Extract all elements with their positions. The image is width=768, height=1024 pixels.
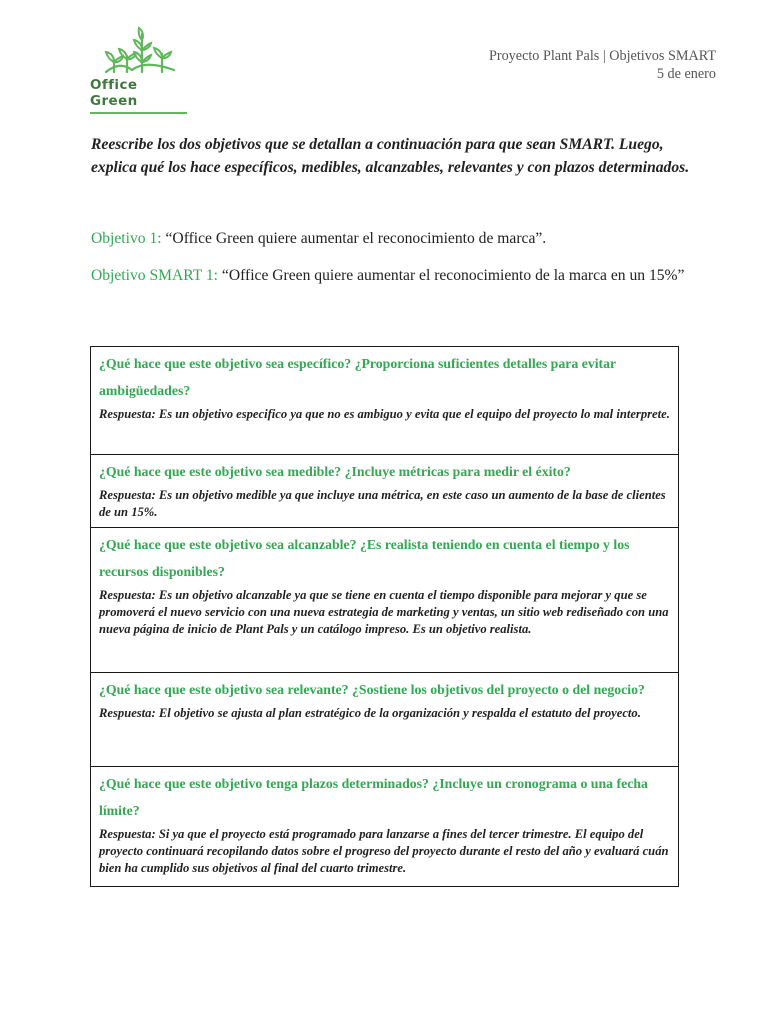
objective-smart-1 [91, 265, 701, 288]
logo-text: Office Green [90, 77, 138, 109]
instructions: Reescribe los dos objetivos que se detallan a continuación para que sean SMART. Luego, explica qué los hace específicos, medibles, alcanzables, relevantes y con plazos determinados. [91, 136, 690, 176]
answer-time-bound: Respuesta: Si ya que el proyecto está programado para lanzarse a fines del tercer trimestre. El equipo del proyecto continuará recopilando datos sobre el progreso del proyecto durante el resto del año y evaluará cuán bien ha cumplido sus objetivos al final del cuarto trimestre. [99, 827, 669, 875]
question-time-bound: ¿Qué hace que este objetivo tenga plazos determinados? ¿Incluye un cronograma o una fecha límite? [99, 776, 648, 818]
table-row-specific [91, 347, 679, 455]
table-row-relevant [91, 673, 679, 767]
answer-specific: Respuesta: Es un objetivo especifico ya que no es ambiguo y evita que el equipo del proyecto lo mal interprete. [99, 407, 670, 421]
question-measurable: ¿Qué hace que este objetivo sea medible? ¿Incluye métricas para medir el éxito? [99, 464, 571, 479]
table-row-time-bound [91, 767, 679, 887]
table-row-measurable [91, 455, 679, 528]
office-green-logo [90, 26, 190, 114]
objective-smart-1-label: Objetivo SMART 1: [91, 267, 219, 284]
header-date: 5 de enero [656, 66, 716, 82]
answer-achievable: Respuesta: Es un objetivo alcanzable ya que se tiene en cuenta el tiempo disponible para mejorar y que se promoverá el nuevo servicio con una nueva estrategia de marketing y ventas, un sitio web rediseñado con una nueva página de inicio de Plant Pals y un catálogo impreso. Es un objetivo realista. [99, 588, 669, 636]
question-specific: ¿Qué hace que este objetivo sea específico? ¿Proporciona suficientes detalles para evitar ambigüedades? [99, 356, 616, 398]
objective-smart-1-text: “Office Green quiere aumentar el reconocimiento de la marca en un 15%” [218, 267, 685, 284]
answer-relevant: Respuesta: El objetivo se ajusta al plan estratégico de la organización y respalda el estatuto del proyecto. [99, 706, 641, 720]
question-achievable: ¿Qué hace que este objetivo sea alcanzable? ¿Es realista teniendo en cuenta el tiempo y los recursos disponibles? [99, 537, 630, 579]
objective-1 [91, 228, 701, 251]
table-row-achievable [91, 528, 679, 673]
header-project-line: Proyecto Plant Pals | Objetivos SMART [488, 48, 716, 64]
smart-criteria-table [90, 346, 679, 887]
objective-1-label: Objetivo 1: [91, 230, 162, 247]
plant-sprouts-icon [104, 26, 176, 76]
answer-measurable: Respuesta: Es un objetivo medible ya que incluye una métrica, en este caso un aumento de la base de clientes de un 15%. [99, 488, 666, 519]
objective-1-text: “Office Green quiere aumentar el reconocimiento de marca”. [161, 230, 547, 247]
document-header [489, 47, 716, 83]
question-relevant: ¿Qué hace que este objetivo sea relevante? ¿Sostiene los objetivos del proyecto o del negocio? [99, 682, 645, 697]
logo-underline [90, 112, 187, 114]
